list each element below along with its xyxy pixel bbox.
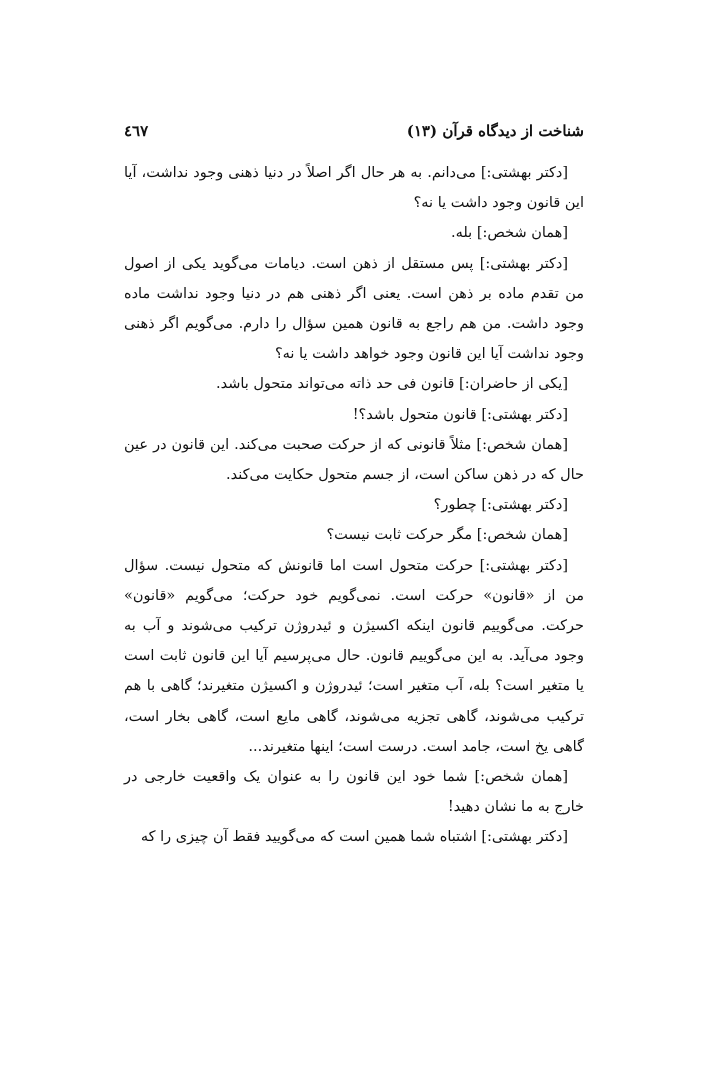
running-header — [124, 118, 584, 148]
paragraph: [دکتر بهشتی:] چطور؟ — [433, 497, 568, 514]
paragraph: [دکتر بهشتی:] اشتباه شما همین است که می‌گویید فقط آن چیزی را که — [140, 829, 568, 846]
book-page — [124, 118, 584, 1018]
paragraph: [دکتر بهشتی:] قانون متحول باشد؟! — [352, 406, 568, 423]
paragraph: [همان شخص:] شما خود این قانون را به عنوان یک واقعیت خارجی در خارج به ما نشان دهید! — [124, 769, 584, 816]
paragraph: [همان شخص:] مثلاً قانونی که از حرکت صحبت می‌کند. این قانون در عین حال که در ذهن ساکن است، از جسم متحول حکایت می‌کند. — [124, 436, 584, 484]
page-body — [124, 158, 584, 853]
running-title: شناخت از دیدگاه قرآن (۱۳) — [406, 122, 584, 140]
page-number: ٤٦٧ — [124, 122, 149, 140]
paragraph: [یکی از حاضران:] قانون فی حد ذاته می‌تواند متحول باشد. — [215, 376, 568, 393]
paragraph: [دکتر بهشتی:] پس مستقل از ذهن است. دیامات می‌گوید یکی از اصول من تقدم ماده بر ذهن است. یعنی اگر ذهنی هم در دنیا وجود نداشت ماده وجود داشت. من هم راجع به قانون همین سؤال را دارم. می‌گویم اگر ذهنی وجود نداشت آیا این قانون وجود خواهد داشت یا نه؟ — [124, 255, 584, 363]
paragraph: [همان شخص:] بله. — [450, 225, 568, 242]
paragraph: [همان شخص:] مگر حرکت ثابت نیست؟ — [326, 527, 568, 544]
paragraph: [دکتر بهشتی:] می‌دانم. به هر حال اگر اصلاً در دنیا ذهنی وجود نداشت، آیا این قانون وجود داشت یا نه؟ — [124, 165, 584, 212]
paragraph: [دکتر بهشتی:] حرکت متحول است اما قانونش که متحول نیست. سؤال من از «قانون» حرکت است. نمی‌گویم خود حرکت؛ می‌گویم «قانون» حرکت. می‌گوییم قانون اینکه اکسیژن و ئیدروژن ترکیب می‌شوند و آب به وجود می‌آید. به این می‌گوییم قانون. حال می‌پرسیم آیا این قانون ثابت است یا متغیر است؟ بله، آب متغیر است؛ ئیدروژن و اکسیژن متغیرند؛ گاهی با هم ترکیب می‌شوند، گاهی تجزیه می‌شوند، گاهی مایع است، گاهی بخار است، گاهی یخ است، جامد است. درست است؛ اینها متغیرند... — [124, 557, 584, 755]
